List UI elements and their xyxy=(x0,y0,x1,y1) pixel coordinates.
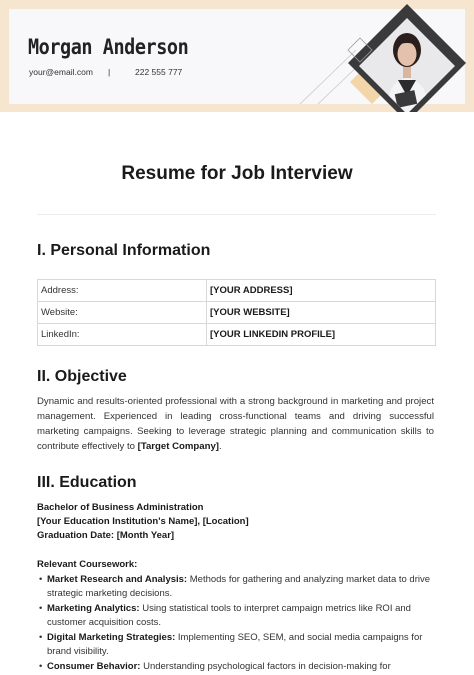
section-heading-education: III. Education xyxy=(37,474,137,491)
section-heading-objective: II. Objective xyxy=(37,368,127,385)
list-item xyxy=(37,660,437,674)
graduation-date: Graduation Date: [Month Year] xyxy=(37,530,175,541)
title-divider xyxy=(37,214,436,215)
course-name: Marketing Analytics: xyxy=(47,603,140,614)
email-text: your@email.com xyxy=(29,67,93,77)
objective-paragraph xyxy=(37,394,434,454)
objective-text: Dynamic and results-oriented professional with a strong background in marketing and project management. Experienced in leading cross-functional teams and driving successful marketing campaigns. Seeking to leverage strategic planning and communication skills to contribute effectively to xyxy=(37,396,434,452)
coursework-label: Relevant Coursework: xyxy=(37,559,138,570)
table-row xyxy=(38,324,436,346)
institution-name: [Your Education Institution's Name], [Location] xyxy=(37,516,249,527)
target-company: [Target Company] xyxy=(137,441,219,452)
personal-info-table xyxy=(37,279,436,346)
course-name: Consumer Behavior: xyxy=(47,661,141,672)
objective-end: . xyxy=(219,441,222,452)
address-value: [YOUR ADDRESS] xyxy=(207,280,436,302)
header-banner xyxy=(0,0,474,112)
course-name: Digital Marketing Strategies: xyxy=(47,632,176,643)
list-item xyxy=(37,602,437,630)
website-label: Website: xyxy=(38,302,207,324)
table-row xyxy=(38,302,436,324)
address-label: Address: xyxy=(38,280,207,302)
course-desc: Methods for gathering and analyzing market data to drive strategic marketing decisions. xyxy=(47,574,431,599)
table-row xyxy=(38,280,436,302)
course-desc: Using statistical tools to interpret campaign metrics like ROI and customer acquisition costs. xyxy=(47,603,411,628)
list-item xyxy=(37,573,437,601)
linkedin-value: [YOUR LINKEDIN PROFILE] xyxy=(210,329,336,340)
document-title: Resume for Job Interview xyxy=(121,163,353,184)
header-decoration xyxy=(0,0,474,112)
course-desc: Implementing SEO, SEM, and social media campaigns for brand visibility. xyxy=(47,632,423,657)
course-desc: Understanding psychological factors in decision-making for xyxy=(140,661,391,672)
course-name: Market Research and Analysis: xyxy=(47,574,188,585)
coursework-list xyxy=(37,573,437,675)
linkedin-label: LinkedIn: xyxy=(38,324,207,346)
candidate-name: Morgan Anderson xyxy=(28,35,189,59)
section-heading-personal: I. Personal Information xyxy=(37,242,211,259)
contact-separator: | xyxy=(108,67,111,77)
degree-title: Bachelor of Business Administration xyxy=(37,502,204,513)
phone-text: 222 555 777 xyxy=(135,67,183,77)
website-value: [YOUR WEBSITE] xyxy=(207,302,436,324)
list-item xyxy=(37,631,437,659)
